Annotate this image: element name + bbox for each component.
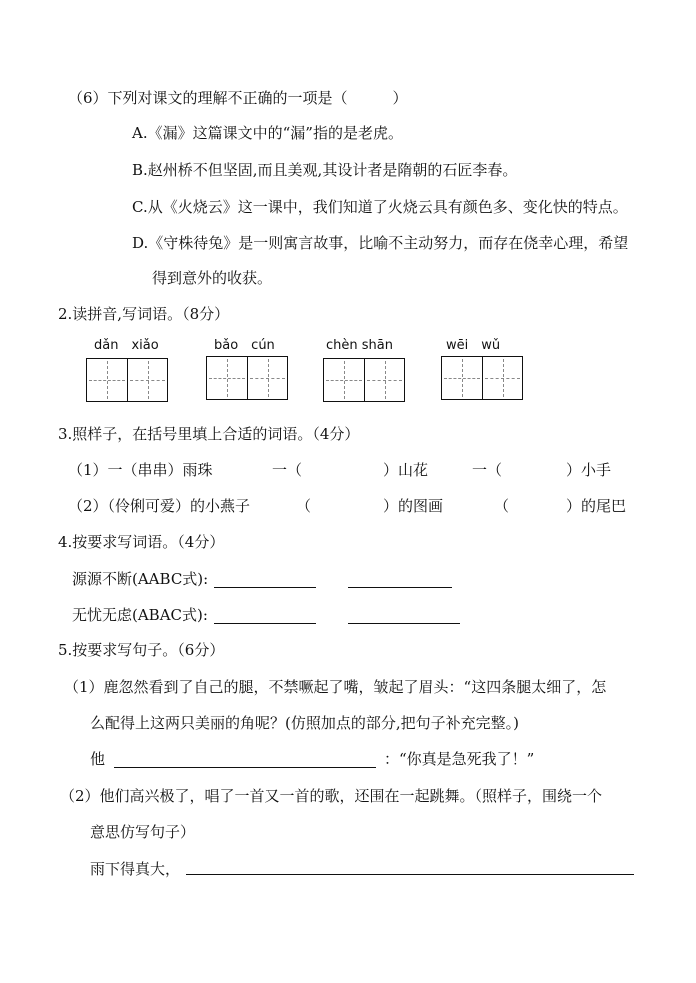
pinyin-1: dǎn xiǎo	[94, 338, 159, 353]
option-c: C.从《火烧云》这一课中，我们知道了火烧云具有颜色多、变化快的特点。	[132, 198, 628, 216]
writing-grid-2[interactable]	[206, 356, 288, 400]
q4-item-1-label: 源源不断(AABC式):	[72, 570, 209, 588]
q3-row1-blank2-close: ）小手	[566, 461, 612, 479]
option-d-continued: 得到意外的收获。	[152, 269, 273, 287]
q5-sentence-1-suffix: ：“你真是急死我了！”	[384, 750, 535, 768]
pinyin-2: bǎo cún	[214, 338, 275, 353]
question-5-title: 5.按要求写句子。（6分）	[58, 641, 225, 659]
q3-row1-blank1-close: ）山花	[383, 461, 429, 479]
pinyin-3: chèn shān	[326, 338, 393, 353]
option-d: D.《守株待兔》是一则寓言故事，比喻不主动努力，而存在侥幸心理，希望	[132, 234, 629, 252]
q5-sentence-2-prefix: 雨下得真大，	[90, 860, 181, 878]
q5-sentence-1-line-2: 么配得上这两只美丽的角呢？(仿照加点的部分,把句子补充完整。)	[90, 714, 519, 732]
writing-grid-1[interactable]	[86, 358, 168, 402]
question-2-title: 2.读拼音,写词语。（8分）	[58, 305, 230, 323]
q5-sentence-2-line-2: 意思仿写句子）	[90, 823, 196, 841]
q4-item-2-answer-line-1[interactable]	[214, 623, 316, 624]
question-3-title: 3.照样子，在括号里填上合适的词语。（4分）	[58, 425, 360, 443]
q3-row2-blank2-close: ）的尾巴	[566, 497, 627, 515]
q3-row1-example: （1）一（串串）雨珠	[68, 461, 213, 479]
option-a: A.《漏》这篇课文中的“漏”指的是老虎。	[132, 124, 403, 142]
q5-sentence-2-line-1: （2）他们高兴极了，唱了一首又一首的歌，还围在一起跳舞。（照样子，围绕一个	[60, 787, 603, 805]
q4-item-2-label: 无忧无虑(ABAC式):	[72, 606, 208, 624]
q3-row2-blank1-close: ）的图画	[383, 497, 444, 515]
pinyin-4: wēi wǔ	[446, 338, 501, 353]
q4-item-2-answer-line-2[interactable]	[348, 623, 460, 624]
q5-sentence-1-prefix: 他	[90, 750, 106, 768]
q5-sentence-1-line-1: （1）鹿忽然看到了自己的腿，不禁噘起了嘴，皱起了眉头：“这四条腿太细了，怎	[64, 678, 607, 696]
q3-row2-blank2-open: （	[494, 497, 510, 515]
option-b: B.赵州桥不但坚固,而且美观,其设计者是隋朝的石匠李春。	[132, 161, 518, 179]
q3-row2-blank1-open: （	[296, 497, 312, 515]
writing-grid-4[interactable]	[441, 356, 523, 400]
q5-sentence-2-answer-line[interactable]	[186, 874, 634, 875]
q3-row1-blank2-open: 一（	[472, 461, 503, 479]
writing-grid-3[interactable]	[323, 358, 405, 402]
question-4-title: 4.按要求写词语。（4分）	[58, 533, 225, 551]
q4-item-1-answer-line-1[interactable]	[214, 587, 316, 588]
q3-row1-blank1-open: 一（	[272, 461, 303, 479]
q3-row2-example: （2）（伶俐可爱）的小燕子	[68, 497, 251, 515]
question-6-stem: （6）下列对课文的理解不正确的一项是（ ）	[68, 89, 408, 107]
q4-item-1-answer-line-2[interactable]	[348, 587, 452, 588]
q5-sentence-1-answer-line[interactable]	[114, 767, 376, 768]
